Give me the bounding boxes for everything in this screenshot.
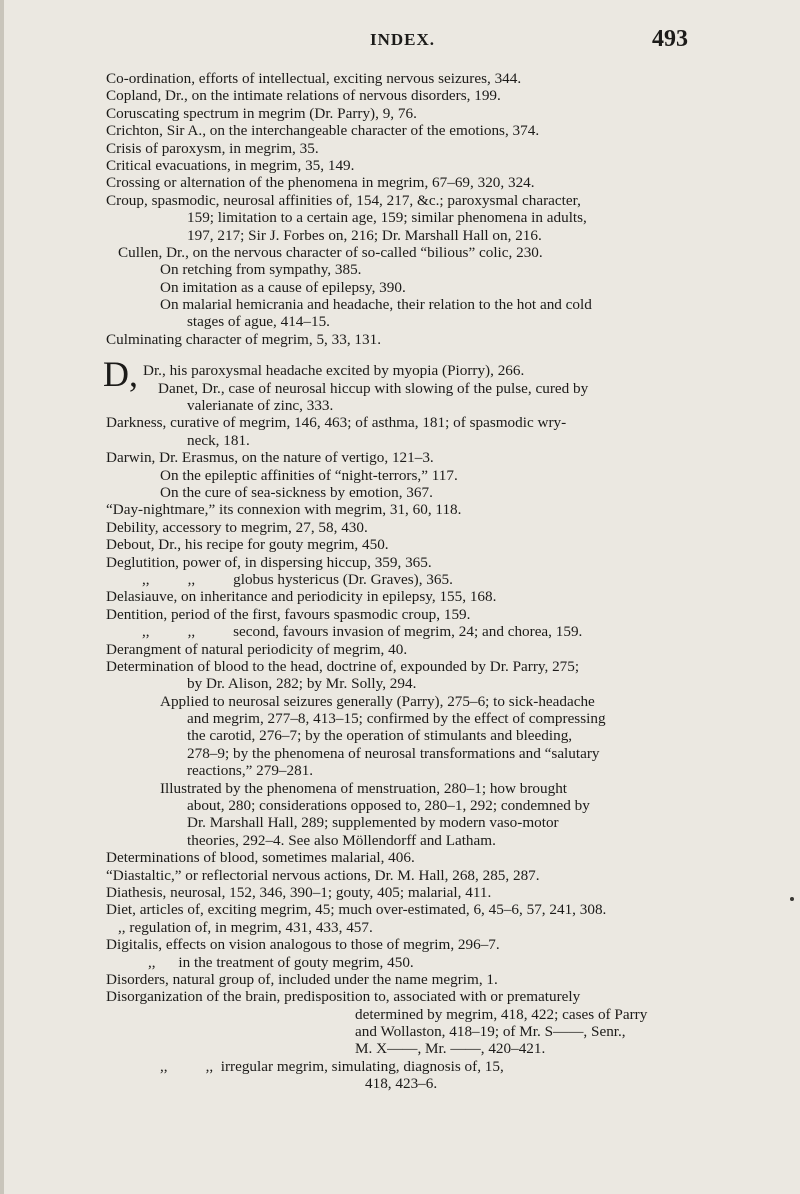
index-line: Debout, Dr., his recipe for gouty megrim, 450. <box>106 536 389 554</box>
index-line: On imitation as a cause of epilepsy, 390. <box>160 278 406 296</box>
index-line: reactions,” 279–281. <box>187 762 314 780</box>
index-line: about, 280; considerations opposed to, 280–1, 292; condemned by <box>187 797 590 815</box>
index-line: 159; limitation to a certain age, 159; similar phenomena in adults, <box>187 209 587 227</box>
index-line: Applied to neurosal seizures generally (Parry), 275–6; to sick-headache <box>160 692 595 710</box>
index-entries <box>0 70 800 1093</box>
index-line: ,, ,, second, favours invasion of megrim, 24; and chorea, 159. <box>142 623 583 641</box>
index-line: ,, ,, globus hystericus (Dr. Graves), 365. <box>142 570 453 588</box>
index-line: Coruscating spectrum in megrim (Dr. Parry), 9, 76. <box>106 104 417 122</box>
index-line: valerianate of zinc, 333. <box>187 397 334 415</box>
index-line-text: Dr., his paroxysmal headache excited by myopia (Piorry), 266. <box>143 362 525 380</box>
drop-capital: D, <box>103 354 138 395</box>
running-title: INDEX. <box>370 30 436 49</box>
index-line: Determination of blood to the head, doctrine of, expounded by Dr. Parry, 275; <box>106 657 580 675</box>
index-line: Danet, Dr., case of neurosal hiccup with slowing of the pulse, cured by <box>158 379 589 397</box>
index-line: Illustrated by the phenomena of menstruation, 280–1; how brought <box>160 779 568 797</box>
index-line: Critical evacuations, in megrim, 35, 149. <box>106 156 355 174</box>
index-line: ,, in the treatment of gouty megrim, 450. <box>148 953 414 971</box>
index-line: Dentition, period of the first, favours spasmodic croup, 159. <box>106 605 471 623</box>
index-line: Crisis of paroxysm, in megrim, 35. <box>106 139 319 157</box>
index-line: “Day-nightmare,” its connexion with megrim, 31, 60, 118. <box>106 501 462 519</box>
index-line: Darkness, curative of megrim, 146, 463; of asthma, 181; of spasmodic wry- <box>106 414 567 432</box>
page-number: 493 <box>652 26 688 52</box>
index-line: Crossing or alternation of the phenomena in megrim, 67–69, 320, 324. <box>106 174 535 192</box>
index-line: Digitalis, effects on vision analogous to those of megrim, 296–7. <box>106 936 500 954</box>
index-line: and Wollaston, 418–19; of Mr. S——, Senr., <box>355 1023 626 1041</box>
index-line: the carotid, 276–7; by the operation of stimulants and bleeding, <box>187 727 573 745</box>
index-line: Disorders, natural group of, included under the name megrim, 1. <box>106 970 498 988</box>
index-line: by Dr. Alison, 282; by Mr. Solly, 294. <box>187 675 417 693</box>
index-line: theories, 292–4. See also Möllendorff and Latham. <box>187 831 496 849</box>
index-line: Culminating character of megrim, 5, 33, 131. <box>106 330 381 348</box>
ink-speck <box>790 897 794 901</box>
index-line: Disorganization of the brain, predisposition to, associated with or prematurely <box>106 988 581 1006</box>
index-line: Delasiauve, on inheritance and periodicity in epilepsy, 155, 168. <box>106 588 497 606</box>
index-line: On retching from sympathy, 385. <box>160 261 362 279</box>
index-line: ,, ,, irregular megrim, simulating, diagnosis of, 15, <box>160 1057 504 1075</box>
index-line: Cullen, Dr., on the nervous character of so-called “bilious” colic, 230. <box>118 243 543 261</box>
index-line: M. X——, Mr. ——, 420–421. <box>355 1040 546 1058</box>
index-line: Dr. Marshall Hall, 289; supplemented by modern vaso-motor <box>187 814 559 832</box>
index-line: ,, regulation of, in megrim, 431, 433, 457. <box>118 918 373 936</box>
index-line: neck, 181. <box>187 431 250 449</box>
index-line: 418, 423–6. <box>365 1075 438 1093</box>
index-line: Darwin, Dr. Erasmus, on the nature of vertigo, 121–3. <box>106 449 434 467</box>
index-line: On malarial hemicrania and headache, their relation to the hot and cold <box>160 296 592 314</box>
index-line: Diet, articles of, exciting megrim, 45; much over-estimated, 6, 45–6, 57, 241, 308. <box>106 901 607 919</box>
index-line: On the cure of sea-sickness by emotion, 367. <box>160 483 433 501</box>
page-header <box>0 26 800 56</box>
index-line: On the epileptic affinities of “night-terrors,” 117. <box>160 466 458 484</box>
index-line: Derangment of natural periodicity of megrim, 40. <box>106 640 408 658</box>
index-line: Croup, spasmodic, neurosal affinities of, 154, 217, &c.; paroxysmal character, <box>106 191 581 209</box>
index-line: Debility, accessory to megrim, 27, 58, 430. <box>106 518 368 536</box>
index-line: and megrim, 277–8, 413–15; confirmed by the effect of compressing <box>187 710 606 728</box>
index-line: Crichton, Sir A., on the interchangeable character of the emotions, 374. <box>106 122 540 140</box>
index-line: 197, 217; Sir J. Forbes on, 216; Dr. Marshall Hall on, 216. <box>187 226 542 244</box>
index-line: Deglutition, power of, in dispersing hiccup, 359, 365. <box>106 553 432 571</box>
index-line: Copland, Dr., on the intimate relations of nervous disorders, 199. <box>106 87 501 105</box>
index-line: stages of ague, 414–15. <box>187 313 330 331</box>
index-line: Co-ordination, efforts of intellectual, exciting nervous seizures, 344. <box>106 70 522 87</box>
index-line: determined by megrim, 418, 422; cases of Parry <box>355 1005 648 1023</box>
index-line: 278–9; by the phenomena of neurosal transformations and “salutary <box>187 744 600 762</box>
index-line: “Diastaltic,” or reflectorial nervous actions, Dr. M. Hall, 268, 285, 287. <box>106 866 540 884</box>
index-line: Determinations of blood, sometimes malarial, 406. <box>106 849 415 867</box>
index-line: Diathesis, neurosal, 152, 346, 390–1; gouty, 405; malarial, 411. <box>106 883 492 901</box>
